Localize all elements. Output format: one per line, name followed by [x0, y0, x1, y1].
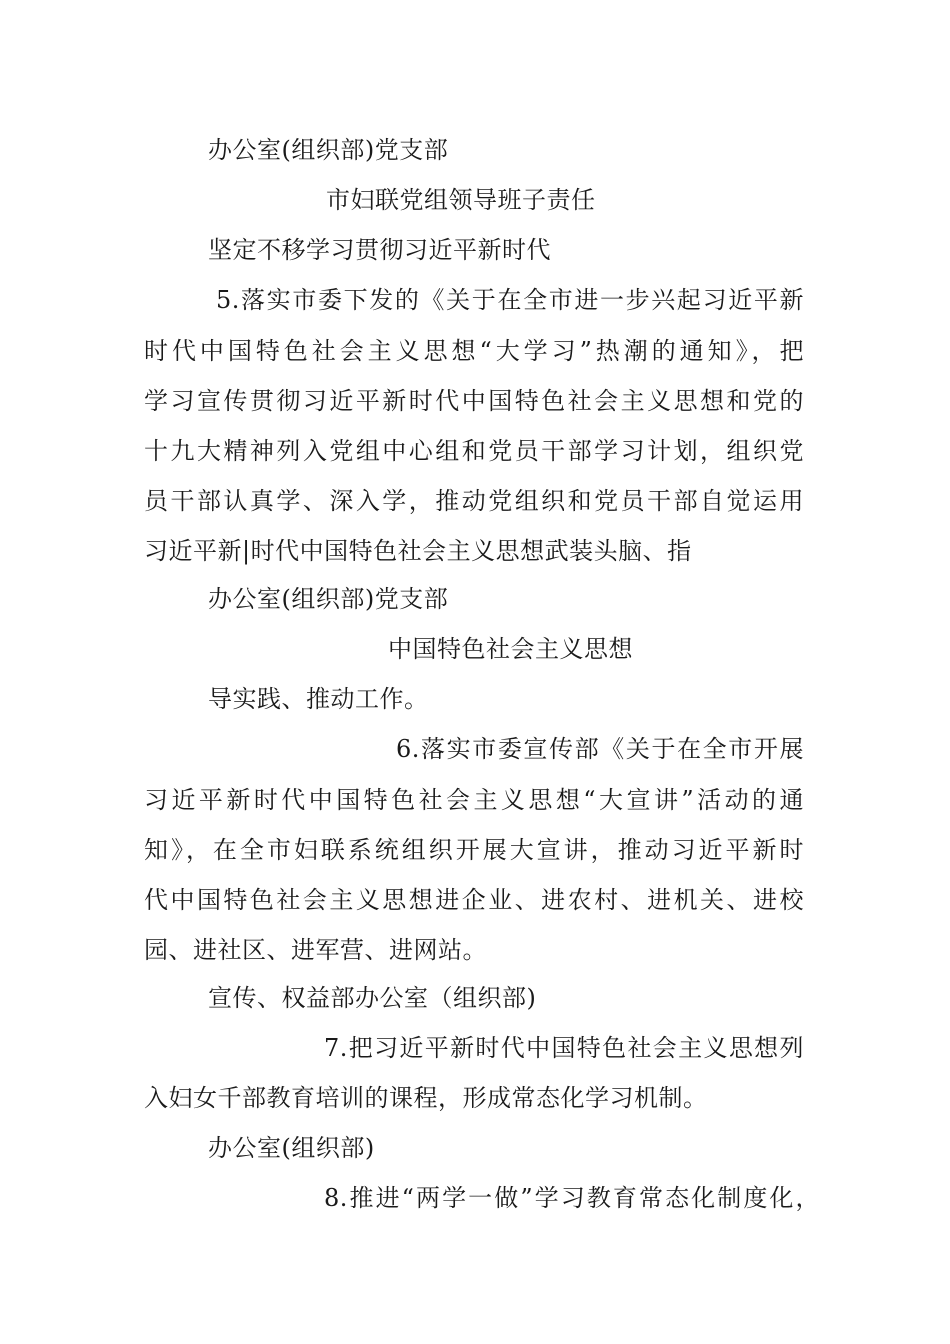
dept-label: 办公室(组织部)党支部: [208, 136, 449, 164]
dept-label: 宣传、权益部办公室（组织部): [208, 984, 537, 1012]
item-8-line-1: 8.推进“两学一做”学习教育常态化制度化，: [324, 1184, 820, 1212]
item-7-line-2: 入妇女千部教育培训的课程，形成常态化学习机制。: [144, 1084, 708, 1112]
item-5-line-6: 习近平新|时代中国特色社会主义思想武装头脑、指: [144, 537, 692, 565]
item-7-line-1: 7.把习近平新时代中国特色社会主义思想列: [324, 1034, 804, 1062]
item-5-line-3: 学习宣传贯彻习近平新时代中国特色社会主义思想和党的: [144, 387, 804, 415]
item-6-line-2: 习近平新时代中国特色社会主义思想“大宣讲”活动的通: [144, 786, 804, 814]
item-6-line-3: 知》，在全市妇联系统组织开展大宣讲，推动习近平新时: [144, 836, 804, 864]
dept-label: 办公室(组织部)党支部: [208, 585, 449, 613]
item-5-line-2: 时代中国特色社会主义思想“大学习”热潮的通知》，把: [144, 337, 804, 365]
item-6-line-4: 代中国特色社会主义思想进企业、进农村、进机关、进校: [144, 886, 804, 914]
section-subheading: 坚定不移学习贯彻习近平新时代: [208, 236, 551, 264]
section-heading: 市妇联党组领导班子责任: [326, 186, 596, 214]
paragraph-line: 导实践、推动工作。: [208, 685, 429, 713]
item-5-line-5: 员干部认真学、深入学，推动党组织和党员干部自觉运用: [144, 487, 804, 515]
item-5-line-1: 5.落实市委下发的《关于在全市进一步兴起习近平新: [216, 286, 804, 314]
section-heading: 中国特色社会主义思想: [388, 635, 633, 663]
item-6-line-1: 6.落实市委宣传部《关于在全市开展: [396, 735, 804, 763]
item-6-line-5: 园、进社区、进军营、进网站。: [144, 936, 487, 964]
item-5-line-4: 十九大精神列入党组中心组和党员干部学习计划，组织党: [144, 437, 804, 465]
dept-label: 办公室(组织部): [208, 1134, 375, 1162]
